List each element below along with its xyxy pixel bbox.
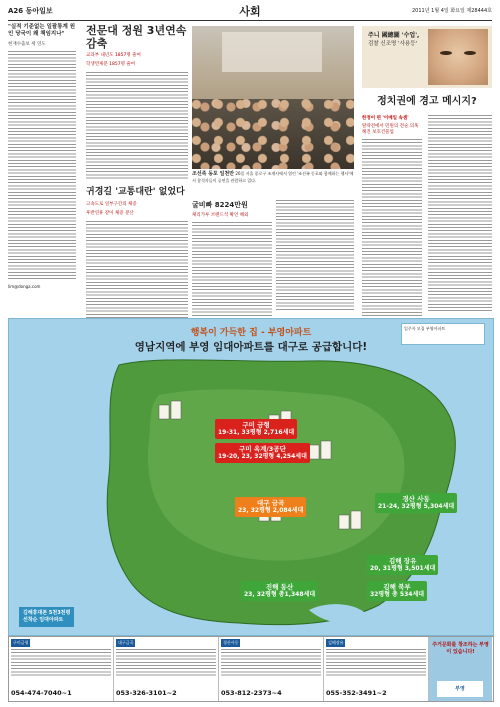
right-headline: 정치권에 경고 메시지? (377, 96, 477, 107)
right-story-b (428, 115, 492, 314)
photo-caption-text: 26일 서울 종로구 조계사에서 열린 '조선족 동포와 함께하는 행사'에서 참석자들이 공연을 관람하고 있다. (192, 171, 354, 183)
contact-details (116, 649, 216, 677)
lead-subhead-1: 교과부 내년도 1857명 줄여 (86, 53, 141, 58)
second-headline: 귀경길 '교통대란' 없었다 (86, 187, 185, 197)
ad-cta-box (429, 637, 492, 701)
right-subhead: 탈락전에서 민원의 전술 의혹해진 보호건물업 (362, 124, 419, 135)
cta-text: 주거문화를 창조하는 부영이 있습니다! (432, 642, 489, 655)
right-top-ad-text (368, 32, 419, 48)
callout-gimhae-bukbu: 김해 북부 32평형 총 534세대 (367, 581, 427, 601)
contact-name: 구미금형 (13, 640, 29, 645)
contact-name: 대구금곡 (118, 640, 134, 645)
photo-caption (192, 171, 354, 183)
bueong-apartment-advert (8, 318, 494, 636)
right-top-ad-line2: 검찰 신조명 '사용등' (368, 41, 418, 47)
contact-details (326, 649, 426, 677)
face-eye-right (464, 51, 476, 55)
ad-banner-top: 행복이 가득한 집 - 부영아파트 (190, 328, 312, 338)
brand-logo: 부영 (437, 681, 483, 697)
face-eye-left (440, 51, 452, 55)
lead-body (86, 72, 188, 180)
callout-gumi-okgye: 구미 옥계/3공단 19-20, 23, 32평형 4,254세대 (215, 443, 310, 463)
right-top-ad-line1: 주니 國總圖 '수업', (368, 32, 420, 39)
middle-subhead: 체리가루 브랜드석 확인 해외 (192, 213, 249, 218)
left-column-subtitle: 현재수출보 세 연도 (8, 42, 46, 47)
contact-phone: 053-326-3101~2 (116, 689, 177, 697)
middle-body-a (192, 222, 272, 318)
section-title: 사회 (239, 5, 261, 18)
second-body (86, 221, 188, 319)
contact-details (221, 649, 321, 677)
contact-phone: 054-474-7040~1 (11, 689, 72, 697)
middle-body-b (276, 200, 354, 310)
callout-daegu-geumgok: 대구 금곡 23, 32평형 2,084세대 (235, 497, 306, 517)
stage-screen (222, 32, 322, 72)
contact-details (11, 649, 111, 677)
contact-strip (8, 636, 494, 702)
contact-cell-gyeongsan (219, 637, 324, 701)
photo-caption-title: 조선족 동포 일천만 (192, 171, 235, 177)
callout-gumi-geumhyeong: 구미 금형 19-31, 33평형 2,716세대 (215, 419, 297, 439)
right-body-b (428, 115, 492, 311)
ad-badge: 입주자 모집 부영아파트 (401, 323, 485, 345)
crowd-photo (192, 26, 354, 169)
ad-footnote (19, 607, 74, 627)
right-top-advert (362, 26, 492, 88)
right-label: 한정어 편 '이메일 속셈' (362, 116, 409, 121)
page-header (8, 2, 492, 21)
middle-headline: 굴비빠 8224만원 (192, 201, 248, 209)
lead-headline: 전문대 정원 3년연속 감축 (86, 24, 187, 50)
contact-phone: 053-812-2373~4 (221, 689, 282, 697)
second-subhead-2: 후반연휴 같이 체증 분산 (86, 211, 134, 216)
left-column-title: "실적 기준없는 일괄통계 원인 당국이 왜 책임지나" (8, 24, 76, 37)
issue-date: 2011년 1월 4일 화요일 제28444호 (412, 8, 492, 14)
contact-name: 경산사동 (223, 640, 239, 645)
ad-banner-main: 영남지역에 부영 임대아파트를 대구로 공급합니다! (134, 341, 368, 353)
contact-phone: 055-352-3491~2 (326, 689, 387, 697)
right-story-a (362, 115, 422, 314)
left-column-story (8, 24, 76, 314)
contact-name: 김해장유 (328, 640, 344, 645)
crowd-figures (192, 99, 354, 169)
face-photo (428, 29, 488, 85)
contact-cell-gimhae (324, 637, 429, 701)
second-subhead-1: 고속도로 일부구간의 체증 (86, 202, 137, 207)
lead-story (86, 24, 188, 314)
right-body-a (362, 139, 422, 317)
ad-footnote-line1: 김해휴대폰 5천3천평 (23, 610, 71, 616)
callout-jinhae-dongsan: 진해 동산 23, 32평형 총1,348세대 (241, 581, 318, 601)
ad-footnote-line2: 선착순 임대아파트 (23, 617, 64, 623)
left-column-body (8, 51, 76, 281)
middle-story-b (276, 200, 354, 314)
callout-gyeongsan-sadong: 경산 사동 21-24, 32평형 5,304세대 (375, 493, 457, 513)
middle-story-a (192, 200, 272, 314)
callout-gimhae-jangyu: 김해 장유 20, 31평형 3,501세대 (367, 555, 438, 575)
page-number: A26 동아일보 (8, 7, 53, 15)
left-column-byline: lim@donga.com (8, 284, 41, 289)
contact-cell-gumi (9, 637, 114, 701)
lead-subhead-2: 학생면제분 1857명 줄여 (86, 62, 136, 67)
contact-cell-daegu (114, 637, 219, 701)
